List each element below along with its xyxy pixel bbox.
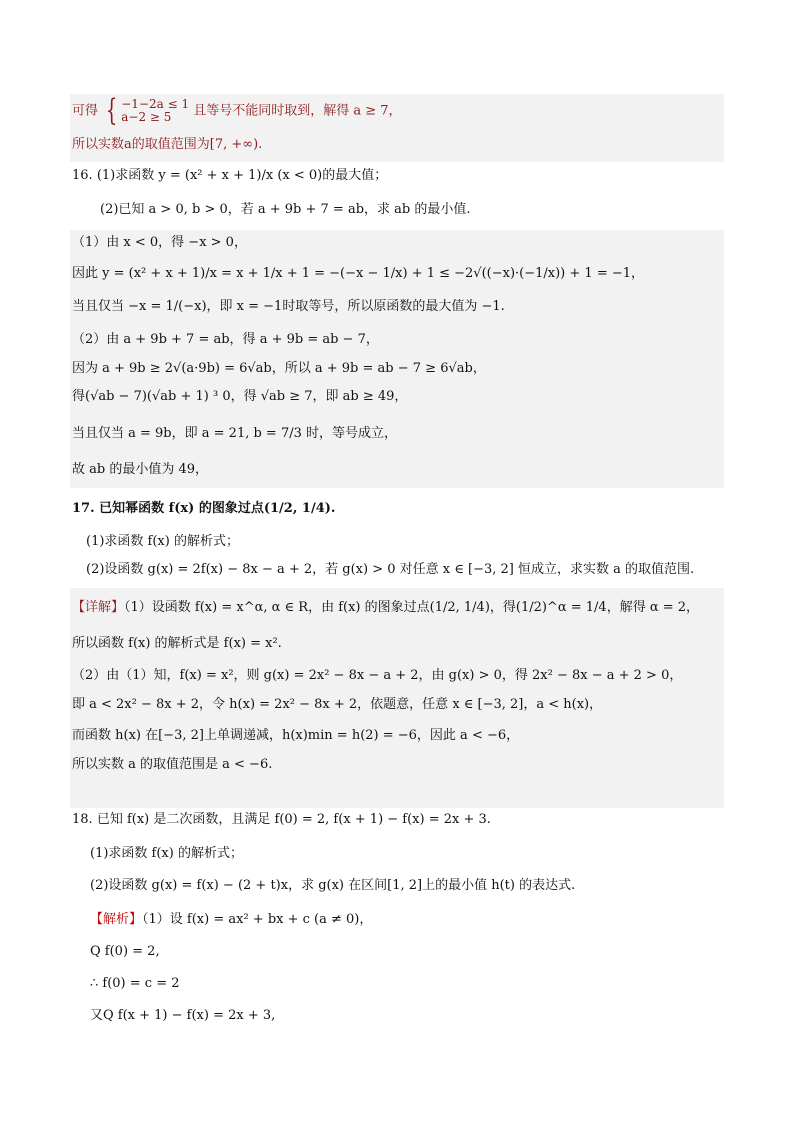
q18-sol-line2: Q f(0) = 2, (90, 944, 160, 959)
q17-part1: (1)求函数 f(x) 的解析式； (86, 534, 239, 549)
q16-sol-line2: 因此 y = (x² + x + 1)/x = x + 1/x + 1 = −(−x − 1/x) + 1 ≤ −2√((−x)·(−1/x)) + 1 = −1， (72, 266, 645, 281)
q16-sol-line1: （1）由 x < 0，得 −x > 0， (72, 235, 247, 250)
q16-number: 16. (72, 168, 93, 183)
q18-part2: (2)设函数 g(x) = f(x) − (2 + t)x，求 g(x) 在区间[1, 2]上的最小值 h(t) 的表达式. (90, 878, 576, 893)
q17-sol-line2: 所以函数 f(x) 的解析式是 f(x) = x². (72, 636, 282, 651)
q17-sol-line4: 即 a < 2x² − 8x + 2，令 h(x) = 2x² − 8x + 2，依题意，任意 x ∈ [−3, 2]，a < h(x)， (72, 697, 603, 712)
q18-sol-line3: ∴ f(0) = c = 2 (90, 976, 180, 991)
q17-sol-line6: 所以实数 a 的取值范围是 a < −6. (72, 757, 273, 772)
q16-sol-line8: 故 ab 的最小值为 49， (72, 462, 209, 477)
q16-sol-line5: 因为 a + 9b ≥ 2√(a·9b) = 6√ab，所以 a + 9b = ab − 7 ≥ 6√ab， (72, 361, 486, 376)
q16-sol-line3: 当且仅当 −x = 1/(−x)，即 x = −1时取等号，所以原函数的最大值为 −1. (72, 299, 505, 314)
q17-stem: 17. 已知幂函数 f(x) 的图象过点(1/2, 1/4). (72, 501, 336, 516)
q17-sol-line1: 【详解】（1）设函数 f(x) = x^α, α ∈ R，由 f(x) 的图象过点(1/2, 1/4)，得(1/2)^α = 1/4，解得 α = 2， (72, 600, 700, 615)
q18-sol-line1: 【解析】（1）设 f(x) = ax² + bx + c (a ≠ 0)， (90, 912, 373, 927)
q17-sol-line3: （2）由（1）知，f(x) = x²，则 g(x) = 2x² − 8x − a + 2，由 g(x) > 0，得 2x² − 8x − a + 2 > 0， (72, 668, 683, 683)
q18-number: 18. (72, 812, 93, 827)
q16-sol-line6: 得(√ab − 7)(√ab + 1) ³ 0，得 √ab ≥ 7，即 ab ≥ 49， (72, 389, 408, 404)
inequality-system: { −1−2a ≤ 1 a−2 ≥ 5 (105, 93, 190, 128)
q17-part2: (2)设函数 g(x) = 2f(x) − 8x − a + 2，若 g(x) > 0 对任意 x ∈ [−3, 2] 恒成立，求实数 a 的取值范围. (86, 562, 695, 577)
q16-sol-line7: 当且仅当 a = 9b，即 a = 21, b = 7/3 时，等号成立， (72, 426, 398, 441)
q18-stem: 18. 已知 f(x) 是二次函数，且满足 f(0) = 2, f(x + 1) − f(x) = 2x + 3. (72, 812, 491, 827)
q17-sol-label: 【详解】 (72, 600, 125, 615)
q16-sol-line4: （2）由 a + 9b + 7 = ab，得 a + 9b = ab − 7， (72, 332, 379, 347)
q18-sol-label: 【解析】 (90, 912, 143, 927)
q18-part1: (1)求函数 f(x) 的解析式； (90, 846, 243, 861)
q17-number: 17. (72, 501, 95, 516)
q16-part1: 16. (1)求函数 y = (x² + x + 1)/x (x < 0)的最大值； (72, 168, 388, 183)
q15-conclusion-line2: 所以实数a的取值范围为[7, +∞). (72, 137, 263, 152)
q17-sol-line5: 而函数 h(x) 在[−3, 2]上单调递减，h(x)min = h(2) = −6，因此 a < −6， (72, 728, 520, 743)
q16-part2: (2)已知 a > 0, b > 0，若 a + 9b + 7 = ab，求 ab 的最小值. (100, 202, 471, 217)
q18-sol-line4: 又Q f(x + 1) − f(x) = 2x + 3, (90, 1008, 276, 1023)
q15-conclusion-line1: 可得 { −1−2a ≤ 1 a−2 ≥ 5 且等号不能同时取到，解得 a ≥ 7， (72, 93, 402, 128)
